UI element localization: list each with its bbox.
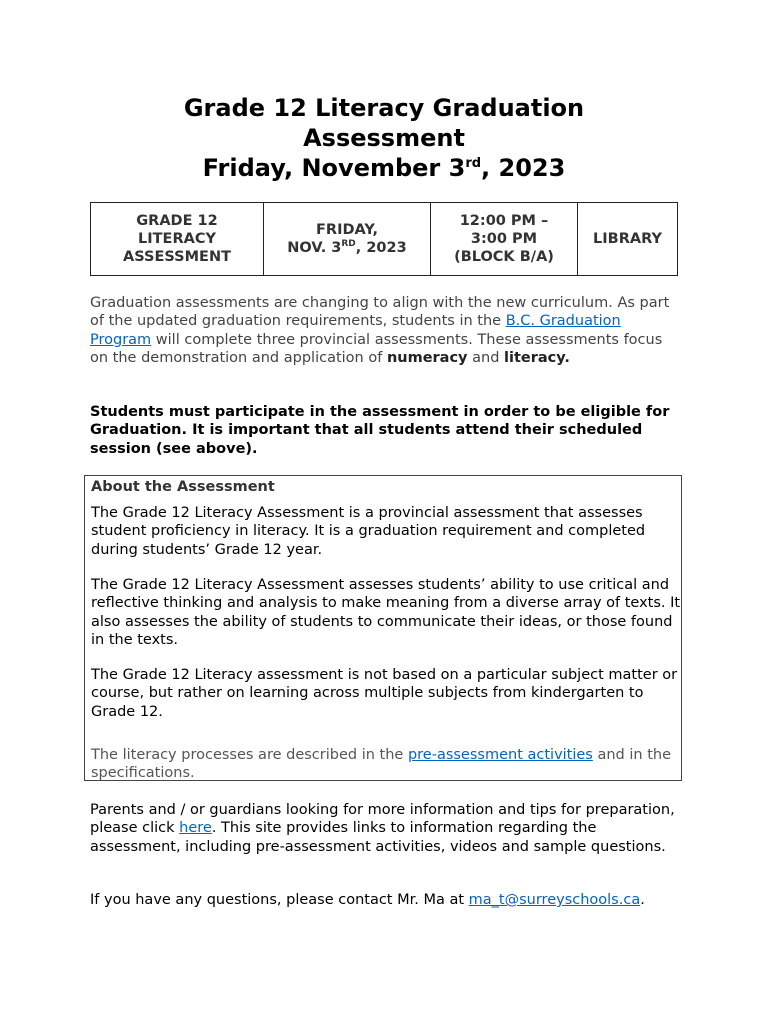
about-paragraph-3: The Grade 12 Literacy assessment is not based on a particular subject matter or course, but rather on learning across multiple subjects from kindergarten to Grade 12. [91,667,678,720]
contact-text-1: If you have any questions, please contact Mr. Ma at [90,892,469,908]
schedule-row [91,203,678,276]
parents-text-2: . This site provides links to information regarding the assessment, including pre-assessment activities, videos and sample questions. [90,820,666,855]
contact-email-link[interactable]: ma_t@surreyschools.ca [468,892,641,908]
about-paragraph-1: The Grade 12 Literacy Assessment is a provincial assessment that assesses student proficiency in literacy. It is a graduation requirement and completed during students’ Grade 12 year. [91,505,646,558]
schedule-assessment-line-3: ASSESSMENT [123,249,231,265]
schedule-assessment-cell [91,203,264,276]
schedule-assessment-line-2: LITERACY [138,231,216,247]
about-assessment-box [84,475,682,781]
page-title [84,93,684,183]
contact-paragraph [90,891,710,909]
title-line-2: Assessment [303,124,465,152]
schedule-day-sup: RD [341,239,356,250]
intro-text-1: Graduation assessments are changing to align with the new curriculum. As part of the updated graduation requirements, students in the [90,295,670,330]
title-date-suffix: , 2023 [481,154,566,182]
schedule-time-line-2: 3:00 PM [470,231,538,247]
about-p4-text-2: and in the specifications. [91,747,671,782]
intro-bold-numeracy: numeracy [386,349,468,366]
schedule-day-line-1: FRIDAY, [316,222,378,238]
schedule-location-cell: LIBRARY [578,203,678,276]
pre-assessment-activities-link[interactable]: pre-assessment activities [407,747,593,763]
title-date-prefix: Friday, November 3 [202,154,466,182]
schedule-assessment-line-1: GRADE 12 [136,213,218,229]
schedule-day-cell [264,203,431,276]
contact-text-2: . [640,892,645,908]
parents-paragraph [90,801,680,856]
intro-bold-literacy: literacy. [504,349,570,366]
schedule-day-line-2 [268,239,426,257]
about-p4-text-1: The literacy processes are described in the [91,747,408,763]
about-paragraph-4 [91,746,681,783]
bc-graduation-program-link[interactable]: B.C. Graduation Program [90,313,621,348]
intro-text-3: and [467,349,505,366]
here-link[interactable]: here [179,820,212,837]
title-date-sup: rd [465,156,482,171]
title-line-1: Grade 12 Literacy Graduation [183,94,585,122]
schedule-table [90,202,678,276]
schedule-time-line-1: 12:00 PM – [459,213,549,229]
intro-text-2: will complete three provincial assessments. These assessments focus on the demonstration and application of [90,331,663,366]
intro-paragraph [90,294,680,367]
schedule-day-suffix: , 2023 [355,240,407,256]
title-date [84,153,684,183]
schedule-time-line-3: (BLOCK B/A) [454,249,554,265]
schedule-time-cell [431,203,578,276]
parents-text-1: Parents and / or guardians looking for more information and tips for preparation, please click [90,802,675,837]
about-paragraph-2: The Grade 12 Literacy Assessment assesses students’ ability to use critical and reflective thinking and analysis to make meaning from a diverse array of texts. It also assesses the ability of students to communicate their ideas, or those found in the texts. [91,577,681,648]
about-heading: About the Assessment [91,479,275,495]
participation-notice: Students must participate in the assessment in order to be eligible for Graduation. It is important that all students attend their scheduled session (see above). [90,404,670,457]
schedule-day-prefix: NOV. 3 [287,240,342,256]
